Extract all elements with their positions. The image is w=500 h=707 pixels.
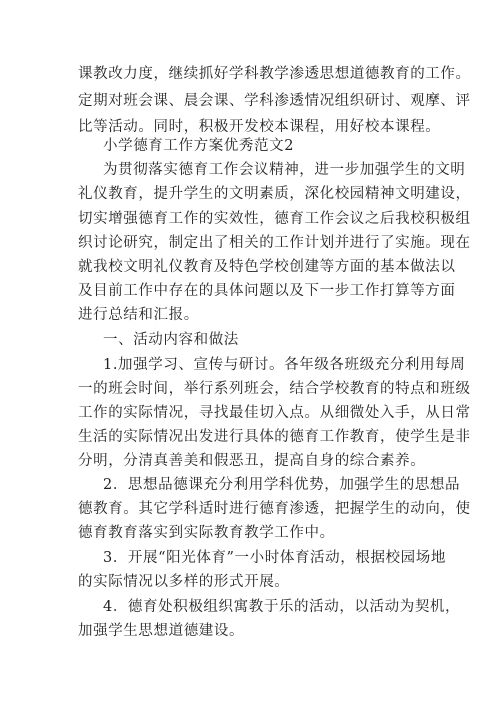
paragraph-line: 礼仪教育，提升学生的文明素质，深化校园精神文明建设， xyxy=(78,186,471,202)
paragraph-line: 1.加强学习、宣传与研讨。各年级各班级充分利用每周 xyxy=(103,357,466,373)
paragraph-line: 生活的实际情况出发进行具体的德育工作教育，使学生是非 xyxy=(78,429,471,445)
paragraph-line: 加强学生思想道德建设。 xyxy=(78,623,245,639)
paragraph-line: 3．开展“阳光体育”一小时体育活动，根据校园场地 xyxy=(103,550,446,566)
paragraph-line: 工作的实际情况，寻找最佳切入点。从细微处入手，从日常 xyxy=(78,405,471,421)
paragraph-line: 课教改力度，继续抓好学科教学渗透思想道德教育的工作。 xyxy=(78,66,471,82)
paragraph-line: 的实际情况以多样的形式开展。 xyxy=(78,574,290,590)
paragraph-line: 进行总结和汇报。 xyxy=(78,307,199,323)
paragraph-line: 德育教育落实到实际教育教学工作中。 xyxy=(78,525,335,541)
paragraph-line: 比等活动。同时，积极开发校本课程，用好校本课程。 xyxy=(78,119,441,135)
paragraph-line: 就我校文明礼仪教育及特色学校创建等方面的基本做法以 xyxy=(78,259,456,275)
paragraph-line: 4．德育处积极组织寓教于乐的活动，以活动为契机， xyxy=(103,599,461,615)
section-heading: 一、活动内容和做法 xyxy=(103,332,239,348)
paragraph-line: 定期对班会课、晨会课、学科渗透情况组织研讨、观摩、评 xyxy=(78,93,471,109)
paragraph-line: 分明，分清真善美和假恶丑，提高自身的综合素养。 xyxy=(78,453,426,469)
section-title: 小学德育工作方案优秀范文2 xyxy=(103,138,295,154)
paragraph-line: 2．思想品德课充分利用学科优势，加强学生的思想品 xyxy=(103,477,461,493)
paragraph-line: 织讨论研究，制定出了相关的工作计划并进行了实施。现在 xyxy=(78,235,471,251)
paragraph-line: 德教育。其它学科适时进行德育渗透，把握学生的动向，使 xyxy=(78,501,471,517)
paragraph-line: 为贯彻落实德育工作会议精神，进一步加强学生的文明 xyxy=(103,162,466,178)
paragraph-line: 及目前工作中存在的具体问题以及下一步工作打算等方面 xyxy=(78,283,456,299)
paragraph-line: 切实增强德育工作的实效性，德育工作会议之后我校积极组 xyxy=(78,211,471,227)
paragraph-line: 一的班会时间，举行系列班会，结合学校教育的特点和班级 xyxy=(78,381,471,397)
